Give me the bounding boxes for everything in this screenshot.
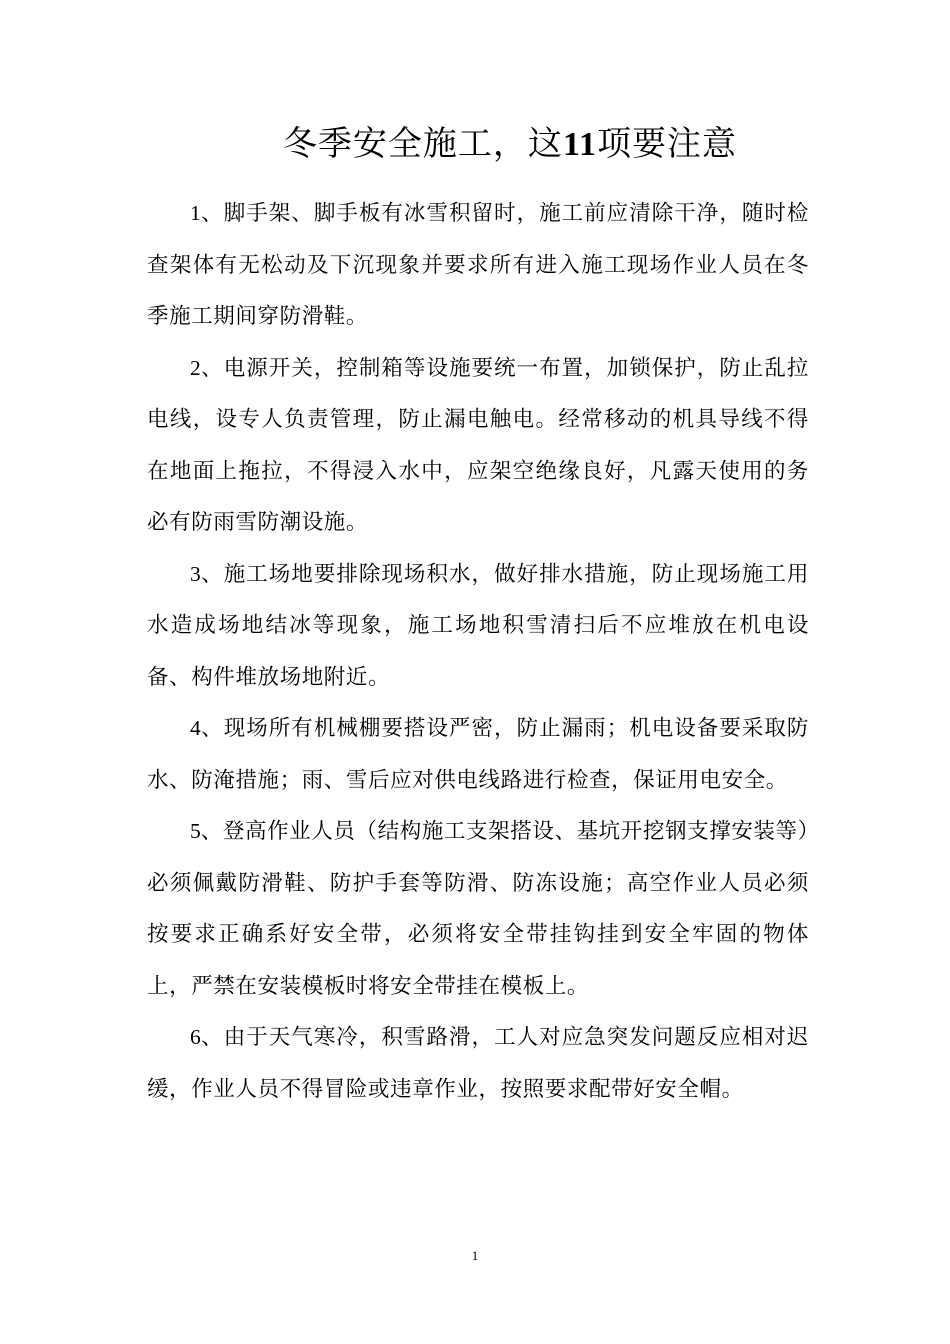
body-text	[147, 188, 809, 1115]
paragraph-text: 、电源开关，控制箱等设施要统一布置，加锁保护，防止乱拉电线，设专人负责管理，防止漏电触电。经常移动的机具导线不得在地面上拖拉，不得浸入水中，应架空绝缘良好，凡露天使用的务必有防雨雪防潮设施。	[147, 355, 809, 535]
paragraph-text: 、由于天气寒冷，积雪路滑，工人对应急突发问题反应相对迟缓，作业人员不得冒险或违章作业，按照要求配带好安全帽。	[147, 1025, 809, 1102]
paragraph-4	[147, 703, 809, 806]
title-number: 11	[562, 126, 598, 163]
paragraph-number: 3	[190, 561, 201, 586]
paragraph-text: 、登高作业人员（结构施工支架搭设、基坑开挖钢支撑安装等）必须佩戴防滑鞋、防护手套等防滑、防冻设施；高空作业人员必须按要求正确系好安全带，必须将安全带挂钩挂到安全牢固的物体上，严禁在安装模板时将安全带挂在模板上。	[147, 819, 809, 999]
paragraph-number: 1	[190, 201, 201, 225]
page-title	[0, 120, 950, 169]
paragraph-number: 4	[190, 716, 201, 740]
paragraph-3	[147, 549, 809, 704]
paragraph-text: 、脚手架、脚手板有冰雪积留时，施工前应清除干净，随时检查架体有无松动及下沉现象并要求所有进入施工现场作业人员在冬季施工期间穿防滑鞋。	[147, 201, 809, 329]
paragraph-2	[147, 343, 809, 549]
title-suffix: 项要注意	[597, 124, 738, 164]
paragraph-number: 5	[190, 819, 201, 843]
page-number: 1	[471, 1248, 479, 1263]
title-prefix: 冬季安全施工，这	[282, 124, 563, 164]
paragraph-text: 、现场所有机械棚要搭设严密，防止漏雨；机电设备要采取防水、防淹措施；雨、雪后应对供电线路进行检查，保证用电安全。	[147, 716, 809, 793]
paragraph-number: 2	[190, 355, 201, 380]
paragraph-5	[147, 806, 809, 1012]
paragraph-6	[147, 1012, 809, 1115]
paragraph-1	[147, 188, 809, 343]
paragraph-number: 6	[190, 1025, 201, 1049]
paragraph-text: 、施工场地要排除现场积水，做好排水措施，防止现场施工用水造成场地结冰等现象，施工场地积雪清扫后不应堆放在机电设备、构件堆放场地附近。	[147, 561, 809, 690]
